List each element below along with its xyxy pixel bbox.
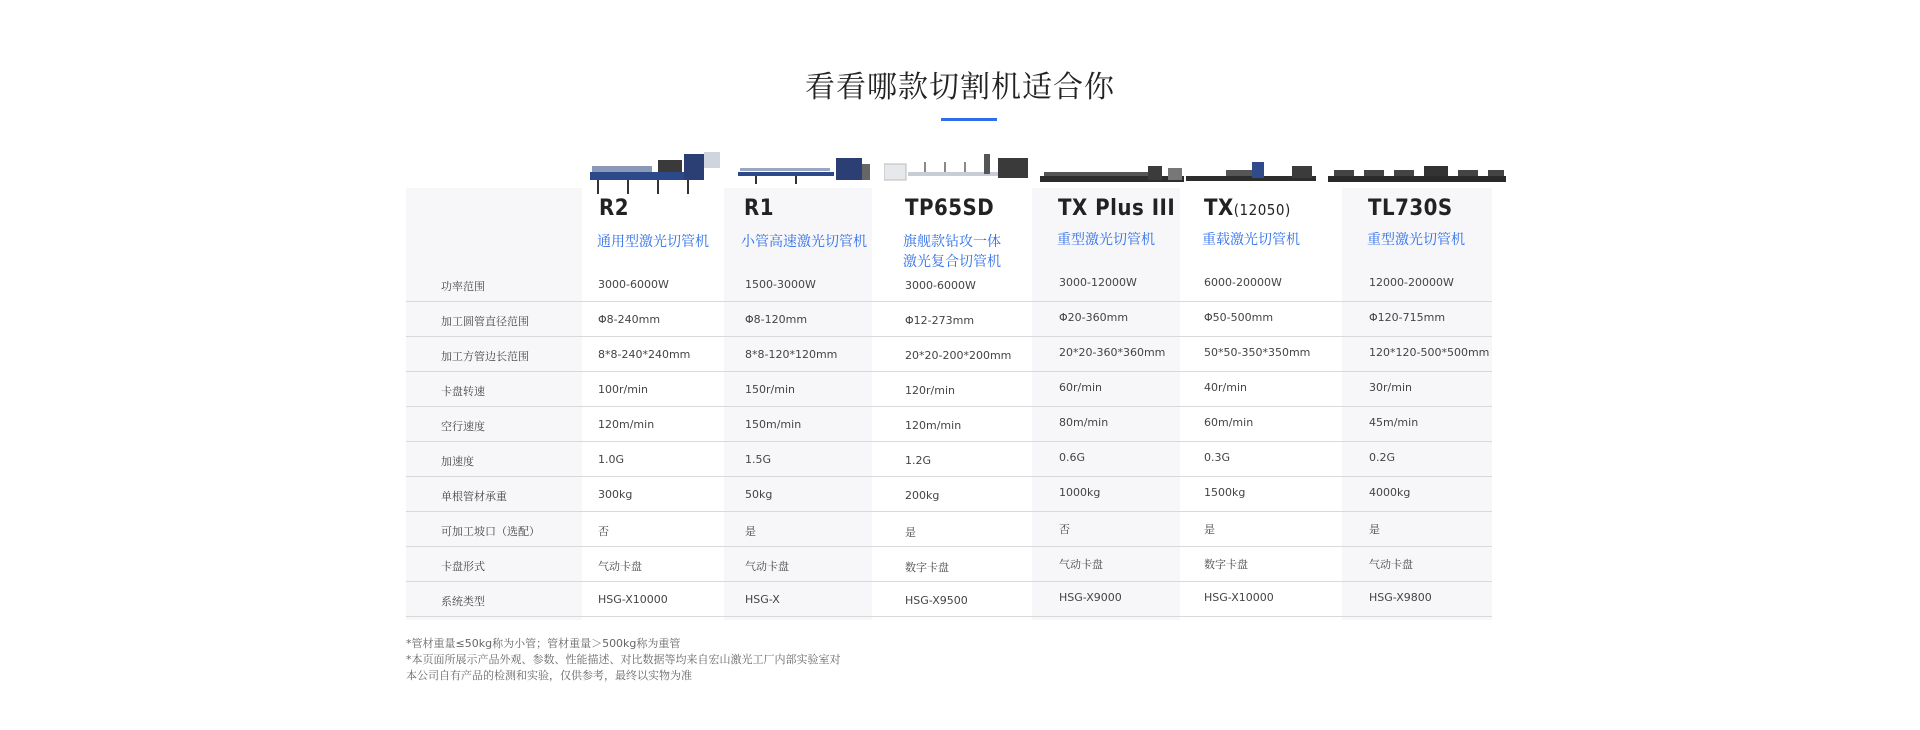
spec-cell: HSG-X9500 xyxy=(905,594,968,607)
row-label: 空行速度 xyxy=(441,420,485,433)
model-name-tx xyxy=(1204,196,1291,221)
spec-cell: 1.5G xyxy=(745,453,772,466)
spec-cell: 1500kg xyxy=(1204,486,1246,499)
spec-cell: 1500-3000W xyxy=(745,278,816,291)
spec-cell: Φ50-500mm xyxy=(1204,311,1274,324)
spec-cell: 100r/min xyxy=(598,383,648,396)
model-subtitle-tl730s: 重型激光切管机 xyxy=(1367,232,1465,248)
spec-cell: 120m/min xyxy=(598,418,655,431)
model-subtitle-tx: 重载激光切管机 xyxy=(1202,232,1300,248)
spec-cell: 是 xyxy=(1369,523,1380,536)
spec-cell: Φ20-360mm xyxy=(1059,311,1129,324)
spec-cell: 气动卡盘 xyxy=(745,560,789,573)
spec-cell: 120*120-500*500mm xyxy=(1369,346,1490,359)
row-divider xyxy=(406,371,1492,372)
tp65sd-machine-icon xyxy=(884,150,1030,194)
spec-cell: 6000-20000W xyxy=(1204,276,1282,289)
row-label: 加工方管边长范围 xyxy=(441,350,529,363)
spec-cell: 气动卡盘 xyxy=(598,560,642,573)
spec-cell: 是 xyxy=(745,525,756,538)
table-bottom-rule xyxy=(406,616,1492,617)
spec-cell: HSG-X10000 xyxy=(598,593,668,606)
txplus-machine-icon xyxy=(1040,150,1184,194)
spec-cell: Φ8-240mm xyxy=(598,313,661,326)
model-name-r1: R1 xyxy=(744,196,775,221)
page-title: 看看哪款切割机适合你 xyxy=(805,70,1115,105)
spec-cell: HSG-X9800 xyxy=(1369,591,1432,604)
row-label: 加速度 xyxy=(441,455,474,468)
column-shade-tl730s xyxy=(1342,188,1492,620)
model-name-r2: R2 xyxy=(599,196,630,221)
model-name-txplus: TX Plus III xyxy=(1058,196,1176,221)
spec-cell: 30r/min xyxy=(1369,381,1412,394)
spec-cell: 12000-20000W xyxy=(1369,276,1454,289)
spec-cell: 气动卡盘 xyxy=(1059,558,1103,571)
spec-cell: 3000-12000W xyxy=(1059,276,1137,289)
column-shade-r1 xyxy=(724,188,872,620)
spec-cell: 是 xyxy=(1204,523,1215,536)
spec-cell: Φ120-715mm xyxy=(1369,311,1446,324)
row-label: 功率范围 xyxy=(441,280,485,293)
spec-cell: 50kg xyxy=(745,488,773,501)
row-label: 卡盘形式 xyxy=(441,560,485,573)
model-name-tx-main: TX xyxy=(1204,196,1234,221)
footnote-3: 本公司自有产品的检测和实验，仅供参考，最终以实物为准 xyxy=(406,669,692,682)
row-label: 单根管材承重 xyxy=(441,490,507,503)
spec-cell: HSG-X10000 xyxy=(1204,591,1274,604)
spec-cell: 20*20-200*200mm xyxy=(905,349,1012,362)
row-divider xyxy=(406,511,1492,512)
column-shade-txplus xyxy=(1032,188,1180,620)
spec-cell: 120r/min xyxy=(905,384,955,397)
spec-cell: 200kg xyxy=(905,489,940,502)
model-name-tp65sd: TP65SD xyxy=(905,196,995,221)
spec-cell: 1000kg xyxy=(1059,486,1101,499)
model-name-tl730s: TL730S xyxy=(1368,196,1453,221)
model-name-tx-suffix: (12050) xyxy=(1233,201,1291,219)
spec-cell: 4000kg xyxy=(1369,486,1411,499)
spec-cell: HSG-X xyxy=(745,593,780,606)
spec-cell: 0.6G xyxy=(1059,451,1086,464)
footnote-1: *管材重量≤50kg称为小管；管材重量＞500kg称为重管 xyxy=(406,637,681,650)
row-divider xyxy=(406,581,1492,582)
spec-cell: Φ12-273mm xyxy=(905,314,975,327)
spec-cell: 150m/min xyxy=(745,418,802,431)
spec-cell: 否 xyxy=(598,525,609,538)
spec-cell: 3000-6000W xyxy=(905,279,976,292)
tl730s-machine-icon xyxy=(1328,150,1506,194)
spec-cell: 45m/min xyxy=(1369,416,1419,429)
spec-cell: 0.2G xyxy=(1369,451,1396,464)
label-column-shade xyxy=(406,188,582,620)
spec-cell: 20*20-360*360mm xyxy=(1059,346,1166,359)
tx-machine-icon xyxy=(1186,150,1316,194)
spec-cell: 是 xyxy=(905,526,916,539)
model-subtitle-tp65sd-line1: 旗舰款钻攻一体 xyxy=(903,234,1001,250)
footnote-2: *本页面所展示产品外观、参数、性能描述、对比数据等均来自宏山激光工厂内部实验室对 xyxy=(406,653,841,666)
r2-machine-icon xyxy=(588,150,724,194)
spec-cell: 0.3G xyxy=(1204,451,1231,464)
spec-cell: 气动卡盘 xyxy=(1369,558,1413,571)
spec-cell: 60m/min xyxy=(1204,416,1254,429)
spec-cell: 120m/min xyxy=(905,419,962,432)
spec-cell: 8*8-240*240mm xyxy=(598,348,691,361)
spec-cell: 60r/min xyxy=(1059,381,1102,394)
row-divider xyxy=(406,441,1492,442)
spec-cell: 1.0G xyxy=(598,453,625,466)
spec-cell: HSG-X9000 xyxy=(1059,591,1122,604)
model-subtitle-txplus: 重型激光切管机 xyxy=(1057,232,1155,248)
spec-cell: 8*8-120*120mm xyxy=(745,348,838,361)
model-subtitle-tp65sd-line2: 激光复合切管机 xyxy=(903,254,1001,270)
spec-cell: 150r/min xyxy=(745,383,795,396)
spec-cell: 数字卡盘 xyxy=(1204,558,1248,571)
spec-cell: 50*50-350*350mm xyxy=(1204,346,1311,359)
row-label: 加工圆管直径范围 xyxy=(441,315,529,328)
row-label: 可加工坡口（选配） xyxy=(441,525,540,538)
r1-machine-icon xyxy=(736,150,872,194)
title-underline xyxy=(941,118,997,121)
row-divider xyxy=(406,546,1492,547)
row-label: 卡盘转速 xyxy=(441,385,485,398)
spec-cell: 3000-6000W xyxy=(598,278,669,291)
model-subtitle-r2: 通用型激光切管机 xyxy=(597,234,709,250)
spec-cell: 300kg xyxy=(598,488,633,501)
row-label: 系统类型 xyxy=(441,595,485,608)
spec-cell: Φ8-120mm xyxy=(745,313,808,326)
model-subtitle-r1: 小管高速激光切管机 xyxy=(741,234,867,250)
row-divider xyxy=(406,336,1492,337)
row-divider xyxy=(406,476,1492,477)
spec-cell: 40r/min xyxy=(1204,381,1247,394)
row-divider xyxy=(406,301,1492,302)
spec-cell: 数字卡盘 xyxy=(905,561,949,574)
row-divider xyxy=(406,406,1492,407)
spec-cell: 80m/min xyxy=(1059,416,1109,429)
model-subtitle-tp65sd xyxy=(903,232,1001,272)
spec-cell: 1.2G xyxy=(905,454,932,467)
spec-cell: 否 xyxy=(1059,523,1070,536)
